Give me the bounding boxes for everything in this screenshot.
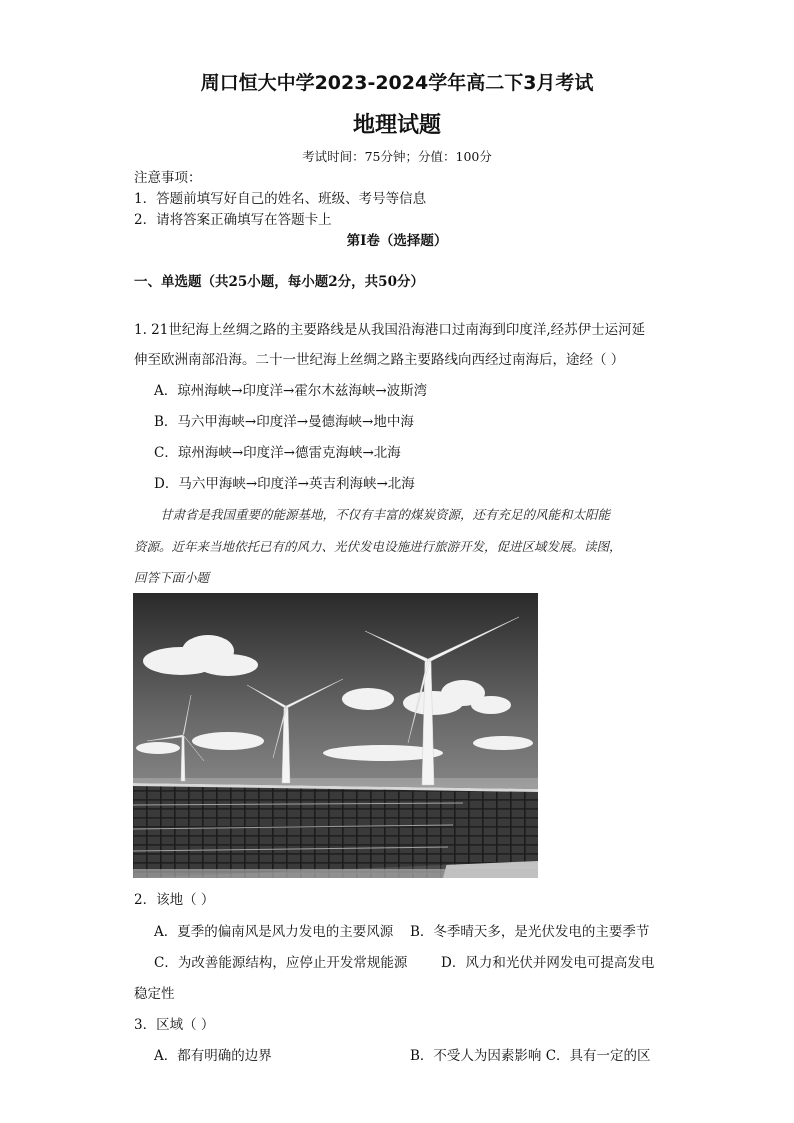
subject-title: 地理试题 [352,113,441,138]
q1-option-a: A．琼州海峡→印度洋→霍尔木兹海峡→波斯湾 [154,383,428,399]
q1-option-c: C．琼州海峡→印度洋→德雷克海峡→北海 [154,445,401,461]
q2-option-d-continued: 稳定性 [134,986,175,1002]
q2-option-d: D．风力和光伏并网发电可提高发电 [441,955,655,971]
section-title: 第I卷（选择题） [346,233,448,249]
part-title: 一、单选题（共25小题，每小题2分，共50分） [134,274,424,290]
q2-option-c: C．为改善能源结构，应停止开发常规能源 [154,955,408,971]
q1-option-b: B．马六甲海峡→印度洋→曼德海峡→地中海 [154,414,414,430]
q3-option-a: A．都有明确的边界 [154,1048,272,1064]
note-item-1: 1．答题前填写好自己的姓名、班级、考号等信息 [134,191,427,207]
q1-option-d: D．马六甲海峡→印度洋→英吉利海峡→北海 [154,476,415,492]
q1-stem-line2: 伸至欧洲南部沿海。二十一世纪海上丝绸之路主要路线向西经过南海后，途经（ ） [134,352,625,368]
passage-line2: 资源。近年来当地依托已有的风力、光伏发电设施进行旅游开发，促进区域发展。读图， [134,539,622,554]
note-item-2: 2．请将答案正确填写在答题卡上 [134,212,332,228]
q3-option-bc: B．不受人为因素影响 C．具有一定的区 [410,1048,651,1064]
wind-solar-photo [133,593,538,878]
q1-stem-line1: 1. 21世纪海上丝绸之路的主要路线是从我国沿海港口过南海到印度洋,经苏伊士运河延 [134,322,646,338]
exam-info: 考试时间：75分钟；分值：100分 [302,149,492,164]
q2-option-a: A．夏季的偏南风是风力发电的主要风源 [154,924,394,940]
q3-stem: 3．区域（ ） [134,1017,215,1033]
passage-line1: 甘肃省是我国重要的能源基地，不仅有丰富的煤炭资源，还有充足的风能和太阳能 [160,507,611,522]
q2-option-b: B．冬季晴天多，是光伏发电的主要季节 [410,924,650,940]
exam-title: 周口恒大中学2023-2024学年高二下3月考试 [200,72,594,94]
notes-heading: 注意事项： [134,170,202,186]
passage-line3: 回答下面小题 [134,570,210,585]
q2-stem: 2．该地（ ） [134,892,215,908]
